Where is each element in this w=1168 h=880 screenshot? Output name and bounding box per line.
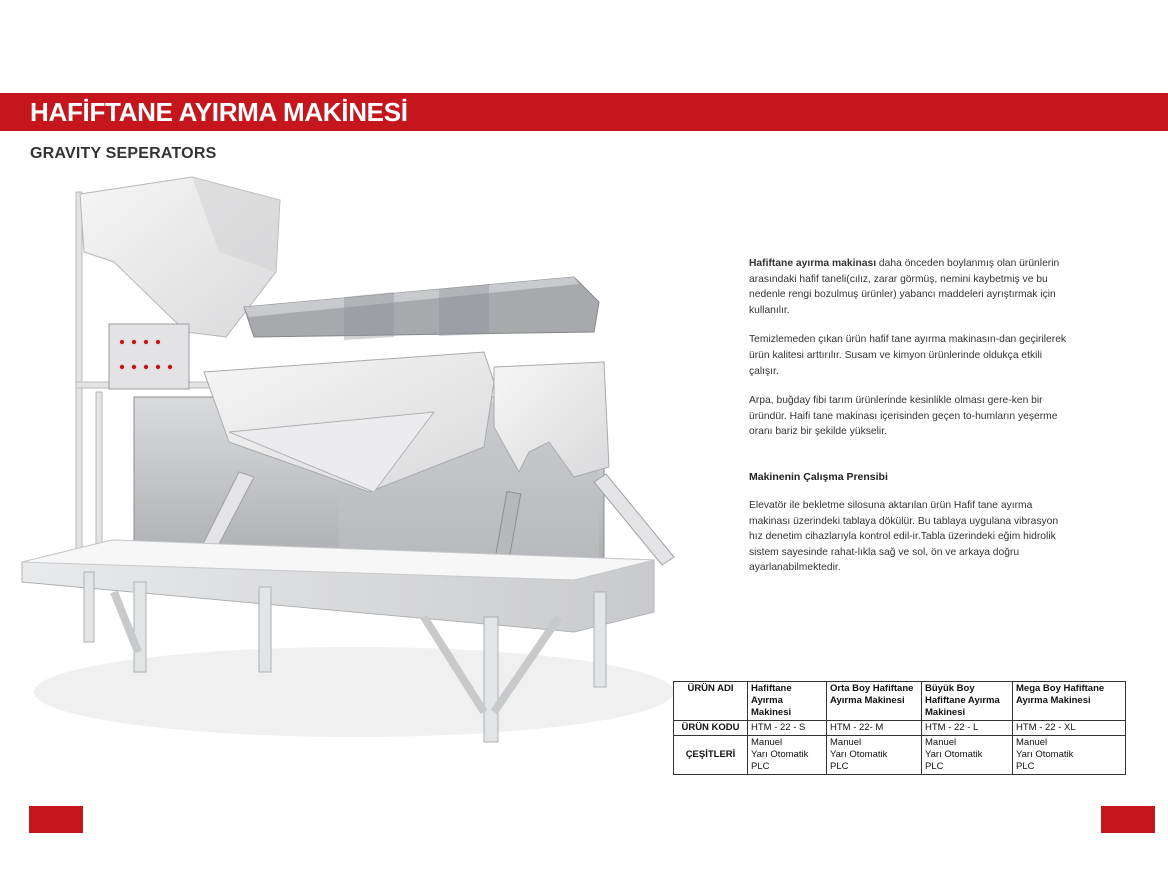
variant: Yarı Otomatik: [1016, 749, 1074, 760]
machine-image: [14, 172, 704, 762]
description-text: daha önceden boylanmış olan ürünlerin arasındaki hafif taneli(cılız, zarar görmüş, nemini kaybetmiş ve bu nedenle rengi bozulmuş ürünler) yabancı maddeleri ayrıştırmak için kullanılır.: [749, 258, 1060, 316]
row-label-code: ÜRÜN KODU: [674, 721, 748, 736]
variant: Manuel: [830, 737, 862, 748]
product-variants: [1013, 736, 1126, 775]
page-title: HAFİFTANE AYIRMA MAKİNESİ: [30, 97, 408, 127]
product-code: HTM - 22- M: [827, 721, 922, 736]
product-code: HTM - 22 - S: [748, 721, 827, 736]
product-variants: [748, 736, 827, 775]
description: [749, 256, 1069, 454]
variant: PLC: [1016, 761, 1035, 772]
row-label-variants: ÇEŞİTLERİ: [674, 736, 748, 775]
product-code: HTM - 22 - L: [922, 721, 1013, 736]
variant: Yarı Otomatik: [830, 749, 888, 760]
product-name: Orta Boy Hafiftane Ayırma Makinesi: [827, 682, 922, 721]
principle-heading: Makinenin Çalışma Prensibi: [749, 471, 888, 483]
footer-accent-right: [1101, 806, 1155, 833]
spec-table: [673, 681, 1126, 775]
footer-accent-left: [29, 806, 83, 833]
page-subtitle: GRAVITY SEPERATORS: [30, 145, 217, 162]
product-name: Büyük Boy Hafiftane Ayırma Makinesi: [922, 682, 1013, 721]
variant: Manuel: [925, 737, 957, 748]
variant: PLC: [830, 761, 849, 772]
principle-text: Elevatör ile bekletme silosuna aktarılan ürün Hafif tane ayırma makinası üzerindeki tablaya dökülür. Bu tablaya uygulana vibrasyon hız denetim cihazlarıyla kontrol edil-ir.Tabla üzerindeki eğim hidrolik sistem sayesinde rahat-lıkla sağ ve sol, ön ve arkaya doğru ayarlanabilmektedir.: [749, 500, 1059, 574]
product-variants: [827, 736, 922, 775]
variant: Manuel: [1016, 737, 1048, 748]
table-row: [674, 721, 1126, 736]
variant: Yarı Otomatik: [925, 749, 983, 760]
description-paragraph: [749, 256, 1069, 318]
variant: Manuel: [751, 737, 783, 748]
description-paragraph: Arpa, buğday fibi tarım ürünlerinde kesinlikle olması gere-ken bir üründür. Haifi tane makinası içerisinden geçen to-humların yeşerme oranı bariz bir şekilde yükselir.: [749, 395, 1058, 438]
product-variants: [922, 736, 1013, 775]
row-label-name: ÜRÜN ADI: [674, 682, 748, 721]
table-row: [674, 736, 1126, 775]
variant: Yarı Otomatik: [751, 749, 809, 760]
description-lead: Hafiftane ayırma makinası: [749, 258, 877, 269]
product-name: Mega Boy Hafiftane Ayırma Makinesi: [1013, 682, 1126, 721]
description-paragraph: Temizlemeden çıkan ürün hafif tane ayırma makinasın-dan geçirilerek ürün kalitesi arttırılır. Susam ve kimyon ürünlerinde oldukça etkili çalışır.: [749, 334, 1067, 377]
product-name: Hafiftane Ayırma Makinesi: [748, 682, 827, 721]
variant: PLC: [751, 761, 770, 772]
variant: PLC: [925, 761, 944, 772]
table-row: [674, 682, 1126, 721]
product-code: HTM - 22 - XL: [1013, 721, 1126, 736]
